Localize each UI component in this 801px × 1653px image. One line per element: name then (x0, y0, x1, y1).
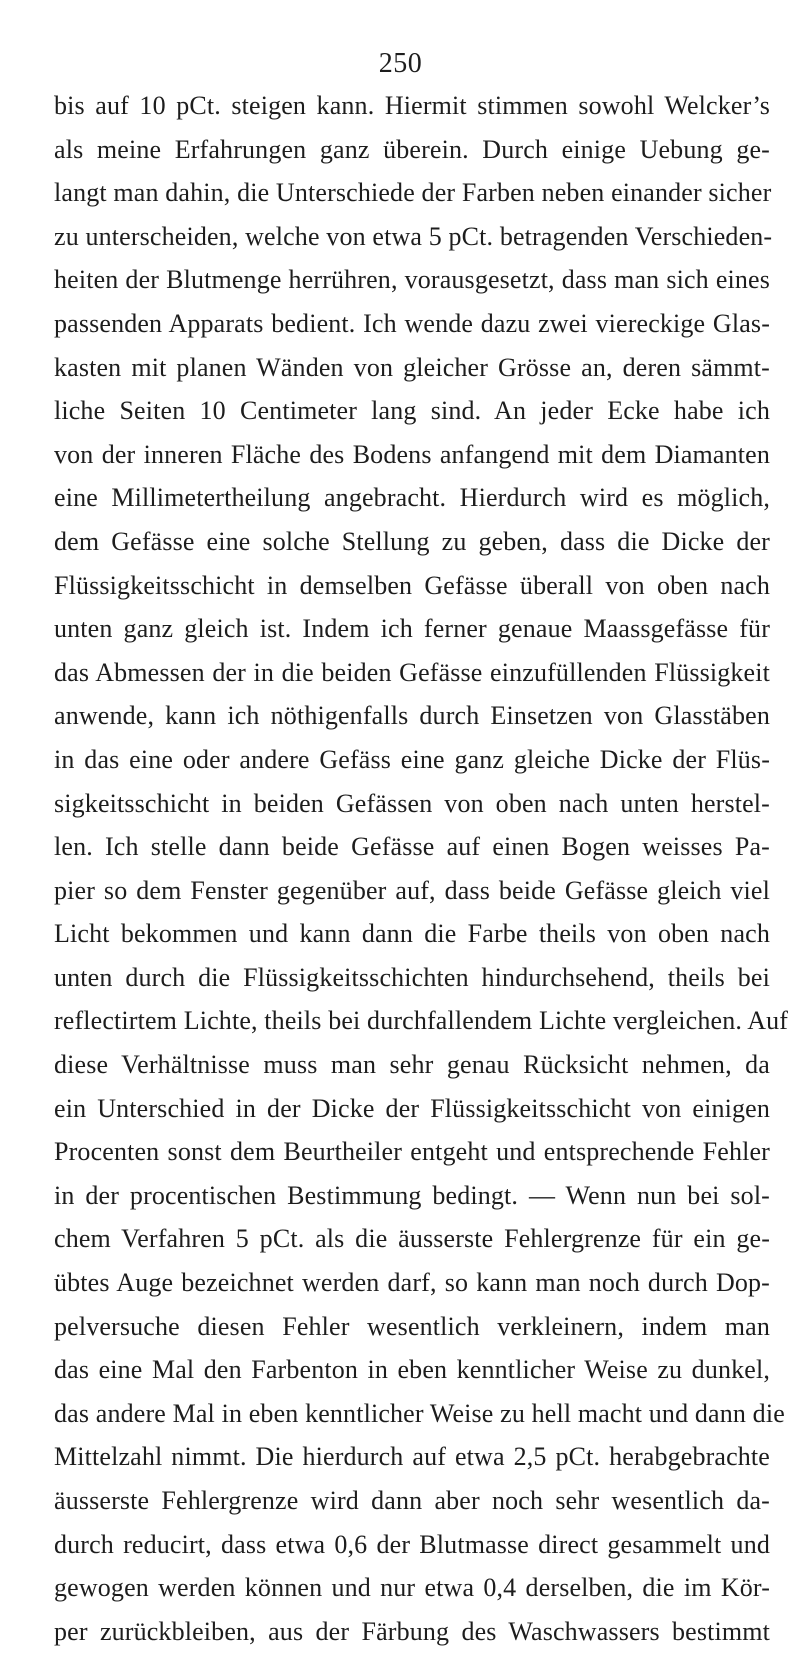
text-line: sigkeitsschicht in beiden Gefässen von oben nach unten herstel- (54, 788, 770, 818)
text-line: langt man dahin, die Unterschiede der Farben neben einander sicher (54, 178, 772, 208)
text-line: pier so dem Fenster gegenüber auf, dass beide Gefässe gleich viel (54, 875, 770, 905)
text-line: per zurückbleiben, aus der Färbung des Waschwassers bestimmt (54, 1616, 770, 1646)
text-line: Mittelzahl nimmt. Die hierdurch auf etwa 2,5 pCt. herabgebrachte (54, 1442, 770, 1472)
text-line: eine Millimetertheilung angebracht. Hierdurch wird es möglich, (54, 483, 770, 513)
text-line: bis auf 10 pCt. steigen kann. Hiermit stimmen sowohl Welcker’s (54, 91, 770, 120)
text-line: reflectirtem Lichte, theils bei durchfallendem Lichte vergleichen. Auf (54, 1006, 789, 1036)
text-line: chem Verfahren 5 pCt. als die äusserste Fehlergrenze für ein ge- (54, 1224, 770, 1254)
text-line: in das eine oder andere Gefäss eine ganz gleiche Dicke der Flüs- (54, 744, 770, 774)
text-line: heiten der Blutmenge herrühren, vorausgesetzt, dass man sich eines (54, 265, 770, 295)
text-line: anwende, kann ich nöthigenfalls durch Einsetzen von Glasstäben (54, 701, 770, 731)
text-line: len. Ich stelle dann beide Gefässe auf einen Bogen weisses Pa- (54, 832, 770, 862)
text-line: ein Unterschied in der Dicke der Flüssigkeitsschicht von einigen (54, 1093, 770, 1123)
text-line: in der procentischen Bestimmung bedingt. — Wenn nun bei sol- (54, 1180, 770, 1210)
text-line: unten durch die Flüssigkeitsschichten hindurchsehend, theils bei (54, 962, 770, 992)
text-line: diese Verhältnisse muss man sehr genau Rücksicht nehmen, da (54, 1050, 770, 1080)
text-line: durch reducirt, dass etwa 0,6 der Blutmasse direct gesammelt und (54, 1529, 770, 1559)
text-line: als meine Erfahrungen ganz überein. Durch einige Uebung ge- (54, 134, 770, 164)
text-line: das Abmessen der in die beiden Gefässe einzufüllenden Flüssigkeit (54, 657, 770, 687)
text-line: das eine Mal den Farbenton in eben kenntlicher Weise zu dunkel, (54, 1355, 770, 1385)
text-line: liche Seiten 10 Centimeter lang sind. An jeder Ecke habe ich (54, 396, 770, 426)
text-line: zu unterscheiden, welche von etwa 5 pCt. betragenden Verschieden- (54, 221, 773, 251)
text-line: Licht bekommen und kann dann die Farbe theils von oben nach (54, 919, 770, 949)
text-line: unten ganz gleich ist. Indem ich ferner genaue Maassgefässe für (54, 614, 770, 644)
text-line: passenden Apparats bedient. Ich wende dazu zwei viereckige Glas- (54, 308, 770, 338)
page-number: 250 (378, 48, 423, 79)
text-line: gewogen werden können und nur etwa 0,4 derselben, die im Kör- (54, 1573, 770, 1603)
text-line: von der inneren Fläche des Bodens anfangend mit dem Diamanten (54, 439, 770, 469)
text-line: äusserste Fehlergrenze wird dann aber noch sehr wesentlich da- (54, 1486, 770, 1515)
body-text (54, 84, 789, 1653)
text-line: dem Gefässe eine solche Stellung zu geben, dass die Dicke der (54, 526, 770, 556)
text-line: das andere Mal in eben kenntlicher Weise zu hell macht und dann die (54, 1398, 785, 1428)
text-line: übtes Auge bezeichnet werden darf, so kann man noch durch Dop- (54, 1268, 770, 1298)
text-line: Procenten sonst dem Beurtheiler entgeht und entsprechende Fehler (54, 1137, 770, 1167)
text-line: kasten mit planen Wänden von gleicher Grösse an, deren sämmt- (54, 352, 770, 382)
text-line: Flüssigkeitsschicht in demselben Gefässe überall von oben nach (54, 570, 770, 600)
text-line: pelversuche diesen Fehler wesentlich verkleinern, indem man (54, 1311, 770, 1341)
